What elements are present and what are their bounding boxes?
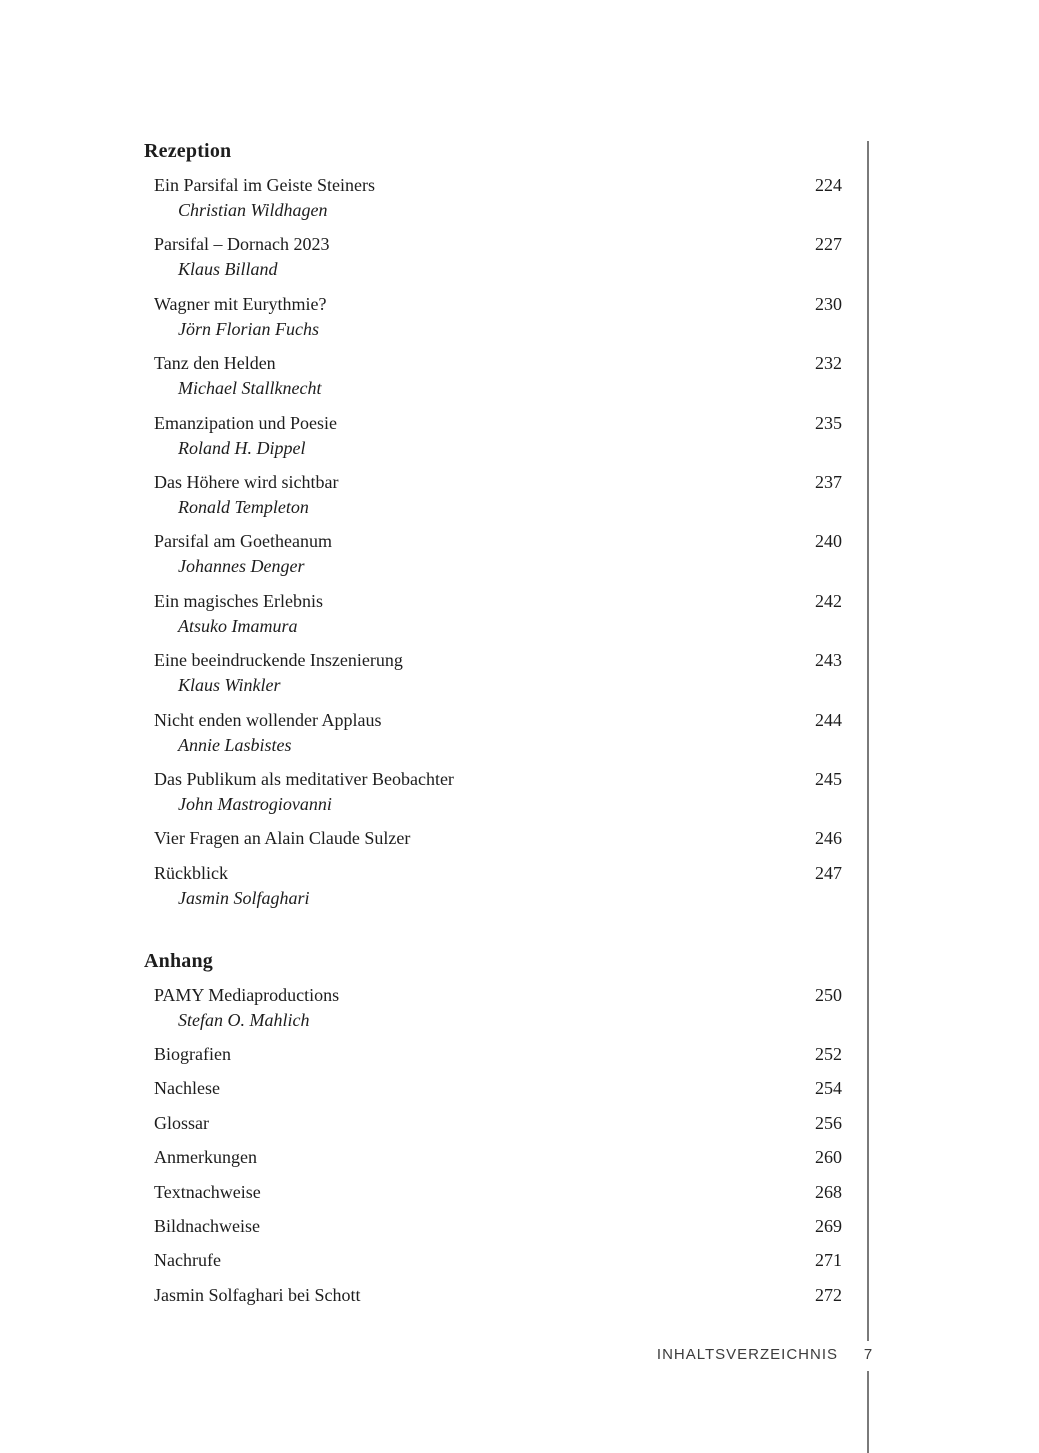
entry-author: Jasmin Solfaghari	[178, 887, 310, 908]
entry-author: Jörn Florian Fuchs	[178, 318, 319, 339]
entry-author: Atsuko Imamura	[178, 615, 298, 636]
toc-entry	[144, 232, 842, 282]
entry-title: Nachrufe	[154, 1250, 221, 1271]
entry-title: Nicht enden wollender Applaus	[154, 709, 382, 730]
vertical-rule-top	[867, 141, 869, 1341]
toc-entry	[144, 1042, 842, 1067]
entry-page-number: 244	[815, 709, 842, 730]
toc-entry-row	[144, 648, 842, 673]
entry-page-number: 245	[815, 768, 842, 789]
toc-entry	[144, 1145, 842, 1170]
toc-entry	[144, 1248, 842, 1273]
entry-page-number: 272	[815, 1284, 842, 1305]
entry-page-number: 240	[815, 531, 842, 552]
entry-author: Johannes Denger	[178, 556, 305, 577]
toc-entry-row	[144, 1283, 842, 1308]
section-heading: Rezeption	[144, 140, 232, 162]
entry-title: Biografien	[154, 1044, 231, 1065]
toc-entry-row	[144, 1076, 842, 1101]
toc-entry	[144, 173, 842, 223]
toc-section	[144, 951, 842, 1308]
entry-title: Bildnachweise	[154, 1216, 260, 1237]
toc-entry	[144, 1111, 842, 1136]
vertical-rule-bottom	[867, 1371, 869, 1453]
toc-entry	[144, 826, 842, 851]
entry-title: Tanz den Helden	[154, 353, 276, 374]
entry-page-number: 247	[815, 862, 842, 883]
entry-author: Christian Wildhagen	[178, 200, 328, 220]
entry-title: Parsifal am Goetheanum	[154, 531, 332, 552]
entry-title: Vier Fragen an Alain Claude Sulzer	[154, 828, 411, 849]
toc-entry	[144, 1214, 842, 1239]
toc-entry	[144, 767, 842, 817]
footer-running-title: INHALTSVERZEICHNIS	[656, 1346, 838, 1363]
toc	[144, 141, 842, 1317]
toc-entry-row	[144, 351, 842, 376]
entry-page-number: 260	[815, 1147, 842, 1168]
entry-title: Jasmin Solfaghari bei Schott	[154, 1284, 361, 1305]
entry-author: Annie Lasbistes	[178, 734, 292, 755]
toc-entry-row	[144, 1248, 842, 1273]
entry-page-number: 235	[815, 412, 842, 433]
toc-entry-row	[144, 173, 842, 198]
section-heading: Anhang	[144, 949, 214, 972]
toc-entry-row	[144, 1111, 842, 1136]
entry-title: Textnachweise	[154, 1181, 261, 1202]
toc-entry-row	[144, 292, 842, 317]
toc-entry	[144, 351, 842, 401]
toc-entry-row	[144, 708, 842, 733]
toc-entry	[144, 1076, 842, 1101]
toc-entry-row	[144, 411, 842, 436]
toc-section	[144, 141, 842, 911]
entry-title: Ein magisches Erlebnis	[154, 590, 323, 611]
toc-entry	[144, 589, 842, 639]
entry-page-number: 269	[815, 1216, 842, 1237]
entry-title: Eine beeindruckende Inszenierung	[154, 650, 403, 671]
toc-entry-row	[144, 589, 842, 614]
entry-author: Stefan O. Mahlich	[178, 1009, 310, 1030]
toc-entry-row	[144, 1180, 842, 1205]
toc-entry-row	[144, 1145, 842, 1170]
entry-author: Roland H. Dippel	[178, 437, 306, 458]
toc-entry-row	[144, 1214, 842, 1239]
entry-page-number: 243	[815, 650, 842, 671]
toc-entry	[144, 1283, 842, 1308]
toc-entry	[144, 1180, 842, 1205]
entry-page-number: 250	[815, 984, 842, 1005]
toc-entry-row	[144, 767, 842, 792]
entry-page-number: 224	[815, 175, 842, 195]
entry-page-number: 254	[815, 1078, 842, 1099]
entry-page-number: 252	[815, 1044, 842, 1065]
toc-entry	[144, 648, 842, 698]
entry-page-number: 232	[815, 353, 842, 374]
toc-entry	[144, 529, 842, 579]
toc-entry	[144, 861, 842, 911]
toc-entry-row	[144, 826, 842, 851]
toc-entry	[144, 708, 842, 758]
entry-title: Ein Parsifal im Geiste Steiners	[154, 175, 375, 195]
toc-entry-row	[144, 470, 842, 495]
entry-page-number: 237	[815, 471, 842, 492]
entry-author: Michael Stallknecht	[178, 378, 322, 399]
entry-author: John Mastrogiovanni	[178, 793, 332, 814]
toc-entry	[144, 292, 842, 342]
footer-page-number: 7	[863, 1346, 873, 1363]
entry-page-number: 246	[815, 828, 842, 849]
entry-page-number: 268	[815, 1181, 842, 1202]
entry-title: Wagner mit Eurythmie?	[154, 293, 327, 314]
entry-author: Ronald Templeton	[178, 496, 309, 517]
entry-page-number: 271	[815, 1250, 842, 1271]
entry-page-number: 242	[815, 590, 842, 611]
toc-entry-row	[144, 983, 842, 1008]
toc-entry-row	[144, 232, 842, 257]
entry-page-number: 227	[815, 234, 842, 255]
entry-title: Nachlese	[154, 1078, 220, 1099]
entry-author: Klaus Billand	[178, 259, 278, 280]
entry-title: Glossar	[154, 1112, 209, 1133]
entry-title: PAMY Mediaproductions	[154, 984, 340, 1005]
entry-page-number: 230	[815, 293, 842, 314]
entry-page-number: 256	[815, 1112, 842, 1133]
toc-entry-row	[144, 861, 842, 886]
toc-entry	[144, 411, 842, 461]
toc-entry	[144, 470, 842, 520]
entry-title: Rückblick	[154, 862, 228, 883]
toc-entry-row	[144, 1042, 842, 1067]
entry-title: Emanzipation und Poesie	[154, 412, 337, 433]
entry-title: Das Höhere wird sichtbar	[154, 471, 339, 492]
entry-title: Anmerkungen	[154, 1147, 257, 1168]
toc-entry-row	[144, 529, 842, 554]
entry-title: Parsifal – Dornach 2023	[154, 234, 330, 255]
entry-title: Das Publikum als meditativer Beobachter	[154, 768, 454, 789]
entry-author: Klaus Winkler	[178, 675, 281, 696]
toc-entry	[144, 983, 842, 1033]
